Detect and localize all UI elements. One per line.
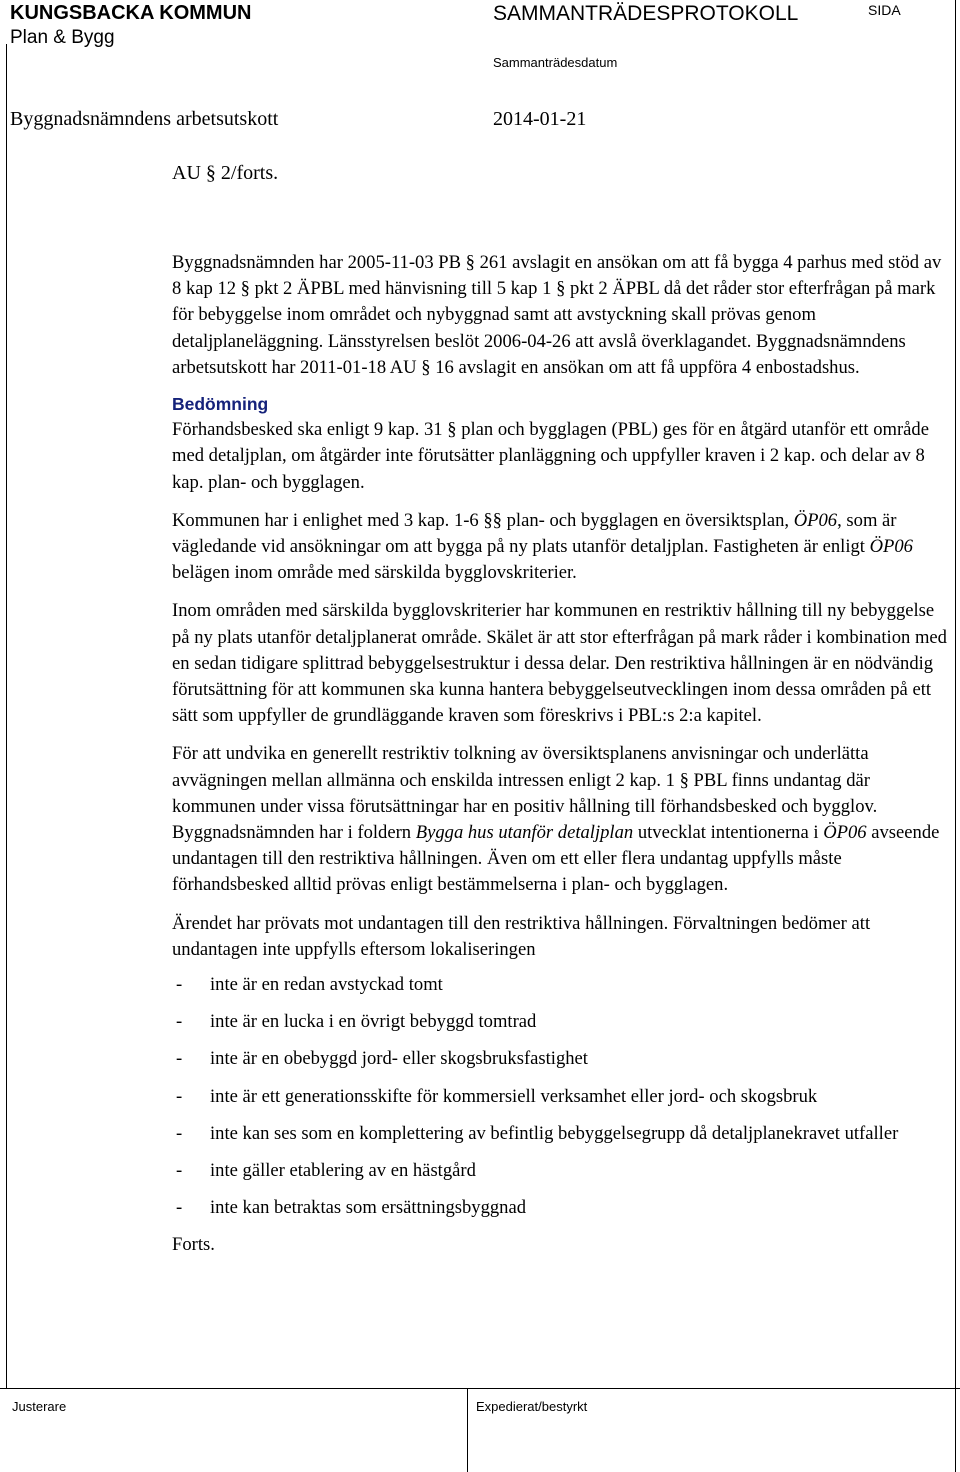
list-item-text: inte är ett generationsskifte för kommersiell verksamhet eller jord- och skogsbruk [210, 1085, 818, 1107]
list-dash: - [176, 1197, 183, 1219]
text-run: , som är vägledande vid ansökningar om att bygga på ny plats utanför detaljplan. Fastigheten är enligt [172, 509, 897, 558]
assessment-paragraph-1: Förhandsbesked ska enligt 9 kap. 31 § plan och bygglagen (PBL) ges för en åtgärd utanför ett område med detaljplan, om åtgärder inte förutsätter planläggning och uppfyller kraven i 2 kap. och delar av 8 kap. plan- och bygglagen. [172, 419, 929, 493]
meeting-date: 2014-01-21 [493, 108, 587, 130]
certified-label: Expedierat/bestyrkt [476, 1399, 588, 1414]
list-dash: - [176, 1011, 183, 1033]
list-item-text: inte kan ses som en komplettering av befintlig bebyggelsegrupp då detaljplanekravet utfaller [210, 1122, 899, 1144]
plan-name: ÖP06 [793, 509, 838, 531]
list-dash: - [176, 1160, 183, 1182]
organization-name: KUNGSBACKA KOMMUN [10, 2, 252, 24]
assessment-paragraph-4 [172, 741, 952, 898]
assessment-paragraph-2 [172, 508, 952, 587]
text-run: avseende undantagen till den restriktiva hållningen. Även om ett eller flera undantag uppfylls måste förhandsbesked alltid prövas enligt bestämmelserna i plan- och bygglagen. [172, 822, 940, 896]
text-run: För att undvika en generellt restriktiv tolkning av översiktsplanens anvisningar och underlätta avvägningen mellan allmänna och enskilda intressen enligt 2 kap. 1 § PBL finns undantag där kommunen under vissa förutsättningar har en positiv hållning till förhandsbesked och bygglov. Byggnadsnämnden har i foldern [172, 743, 878, 844]
criteria-list [172, 972, 952, 1221]
protocol-body [172, 250, 952, 1258]
list-item-text: inte är en lucka i en övrigt bebyggd tomtrad [210, 1011, 537, 1033]
right-margin-rule [955, 0, 956, 1472]
list-item-text: inte är en obebyggd jord- eller skogsbruksfastighet [210, 1048, 588, 1070]
protocol-title: SAMMANTRÄDESPROTOKOLL [493, 2, 799, 25]
footer-rule [0, 1388, 960, 1389]
list-item-text: inte är en redan avstyckad tomt [210, 974, 443, 996]
list-item [172, 1084, 952, 1110]
list-item [172, 972, 952, 998]
list-item [172, 1009, 952, 1035]
list-dash: - [176, 974, 183, 996]
meeting-date-label: Sammanträdesdatum [493, 55, 618, 70]
list-item [172, 1121, 952, 1147]
list-dash: - [176, 1085, 183, 1107]
text-run: belägen inom område med särskilda bygglovskriterier. [172, 562, 577, 584]
intro-paragraph: Byggnadsnämnden har 2005-11-03 PB § 261 avslagit en ansökan om att få bygga 4 parhus med stöd av 8 kap 12 § pkt 2 ÄPBL med hänvisning till 5 kap 1 § pkt 2 ÄPBL då det råder stor efterfrågan på mark för bebyggelse inom området och nybyggnad samt att avstyckning skall prövas genom detaljplaneläggning. Länsstyrelsen beslöt 2006-04-26 att avslå överklagandet. Byggnadsnämndens arbetsutskott har 2011-01-18 AU § 16 avslagit en ansökan om att få uppföra 4 enbostadshus. [172, 252, 942, 378]
text-run: utvecklat intentionerna i [633, 822, 824, 844]
page-label: SIDA [868, 2, 901, 18]
plan-name: ÖP06 [869, 536, 913, 558]
paragraph-reference: AU § 2/forts. [172, 162, 279, 184]
left-margin-rule [6, 44, 7, 1388]
list-item-text: inte kan betraktas som ersättningsbyggnad [210, 1197, 527, 1219]
list-dash: - [176, 1048, 183, 1070]
committee-name: Byggnadsnämndens arbetsutskott [10, 108, 279, 130]
list-item [172, 1046, 952, 1072]
list-item [172, 1195, 952, 1221]
footer-divider [467, 1388, 468, 1472]
list-item-text: inte gäller etablering av en hästgård [210, 1160, 476, 1182]
plan-name: ÖP06 [823, 822, 867, 844]
continued-label: Forts. [172, 1233, 215, 1255]
adjuster-label: Justerare [12, 1399, 67, 1414]
assessment-heading: Bedömning [172, 394, 269, 415]
text-run: Kommunen har i enlighet med 3 kap. 1-6 §§ plan- och bygglagen en översiktsplan, [172, 509, 794, 531]
list-dash: - [176, 1122, 183, 1144]
department-name: Plan & Bygg [10, 27, 115, 48]
assessment-paragraph-3: Inom områden med särskilda bygglovskriterier har kommunen en restriktiv hållning till ny bebyggelse på ny plats utanför detaljplanerat område. Skälet är att stor efterfrågan på mark råder i kombination med en sedan tidigare splittrad bebyggelsestruktur i dessa delar. Den restriktiva hållningen är en nödvändig förutsättning för att kommunen ska kunna hantera bebyggelseutvecklingen inom dessa områden på ett sätt som uppfyller de grundläggande kraven som föreskrivs i PBL:s 2:a kapitel. [172, 600, 947, 727]
folder-title: Bygga hus utanför detaljplan [415, 822, 634, 844]
list-item [172, 1158, 952, 1184]
assessment-paragraph-5: Ärendet har prövats mot undantagen till den restriktiva hållningen. Förvaltningen bedömer att undantagen inte uppfylls eftersom lokaliseringen [172, 912, 871, 960]
